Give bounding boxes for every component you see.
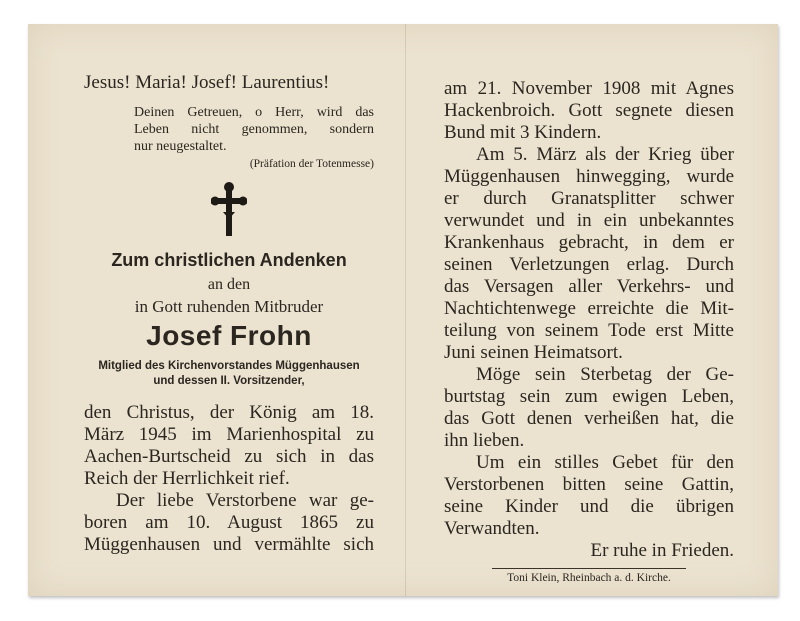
quote-line-2: Leben nicht genommen, sondern <box>134 122 374 137</box>
right-body-line: burtstag sein zum ewigen Leben, <box>444 386 734 407</box>
right-body-line: Verwandten. <box>444 518 540 539</box>
right-body-line: Um ein stilles Gebet für den <box>476 452 734 473</box>
cross-icon <box>211 182 247 238</box>
deceased-name: Josef Frohn <box>146 320 312 351</box>
right-body-line: Müggenhausen hinwegging, wurde <box>444 166 734 187</box>
role-line-1: Mitglied des Kirchenvorstandes Müggenhausen <box>98 360 360 372</box>
right-body-line: seinen Verletzungen erlag. Durch <box>444 254 734 275</box>
left-body-line: boren am 10. August 1865 zu <box>84 512 374 533</box>
subheading: in Gott ruhenden Mitbruder <box>134 297 324 316</box>
right-body-line: Nachtichtenwege erreichte die Mit- <box>444 298 734 319</box>
left-body-line: Aachen-Burtscheid zu sich in das <box>84 446 374 467</box>
right-body-line: Am 5. März als der Krieg über <box>476 144 734 165</box>
right-body-line: Möge sein Sterbetag der Ge- <box>476 364 734 385</box>
printer-rule <box>492 568 686 569</box>
left-body-line: den Christus, der König am 18. <box>84 402 374 423</box>
an-den: an den <box>207 276 251 293</box>
quote-line-1: Deinen Getreuen, o Herr, wird das <box>134 105 374 120</box>
quote-source: (Präfation der Totenmesse) <box>249 158 374 170</box>
right-body-line: er durch Granatsplitter schwer <box>444 188 734 209</box>
closing: Er ruhe in Frieden. <box>590 540 734 561</box>
right-body-line: Verstorbenen bitten seine Gattin, <box>444 474 734 495</box>
left-body-line: Der liebe Verstorbene war ge- <box>116 490 374 511</box>
left-body-line: Müggenhausen und vermählte sich <box>84 534 374 555</box>
right-body-line: am 21. November 1908 mit Agnes <box>444 78 734 99</box>
center-fold <box>405 24 406 596</box>
right-body-line: Juni seinen Heimatsort. <box>444 342 623 363</box>
right-body-line: verwundet und in ein unbekanntes <box>444 210 734 231</box>
right-body-line: Bund mit 3 Kindern. <box>444 122 602 143</box>
right-body-line: Krankenhaus gebracht, in dem er <box>444 232 734 253</box>
printer-imprint: Toni Klein, Rheinbach a. d. Kirche. <box>507 572 671 584</box>
heading: Zum christlichen Andenken <box>111 250 347 270</box>
right-body-line: das Versagen aller Verkehrs- und <box>444 276 734 297</box>
right-body-line: Hackenbroich. Gott segnete diesen <box>444 100 734 121</box>
right-body-line: ihn lieben. <box>444 430 525 451</box>
right-body-line: teilung von seinem Tode erst Mitte <box>444 320 734 341</box>
role-line-2: und dessen II. Vorsitzender, <box>153 375 305 387</box>
left-body-line: Reich der Herrlichkeit rief. <box>84 468 290 489</box>
quote-line-3: nur neugestaltet. <box>134 139 227 154</box>
right-body-line: seine Kinder und die übrigen <box>444 496 734 517</box>
left-body-line: März 1945 im Marienhospital zu <box>84 424 374 445</box>
invocation: Jesus! Maria! Josef! Laurentius! <box>84 72 330 93</box>
right-body-line: das Gott denen verheißen hat, die <box>444 408 734 429</box>
